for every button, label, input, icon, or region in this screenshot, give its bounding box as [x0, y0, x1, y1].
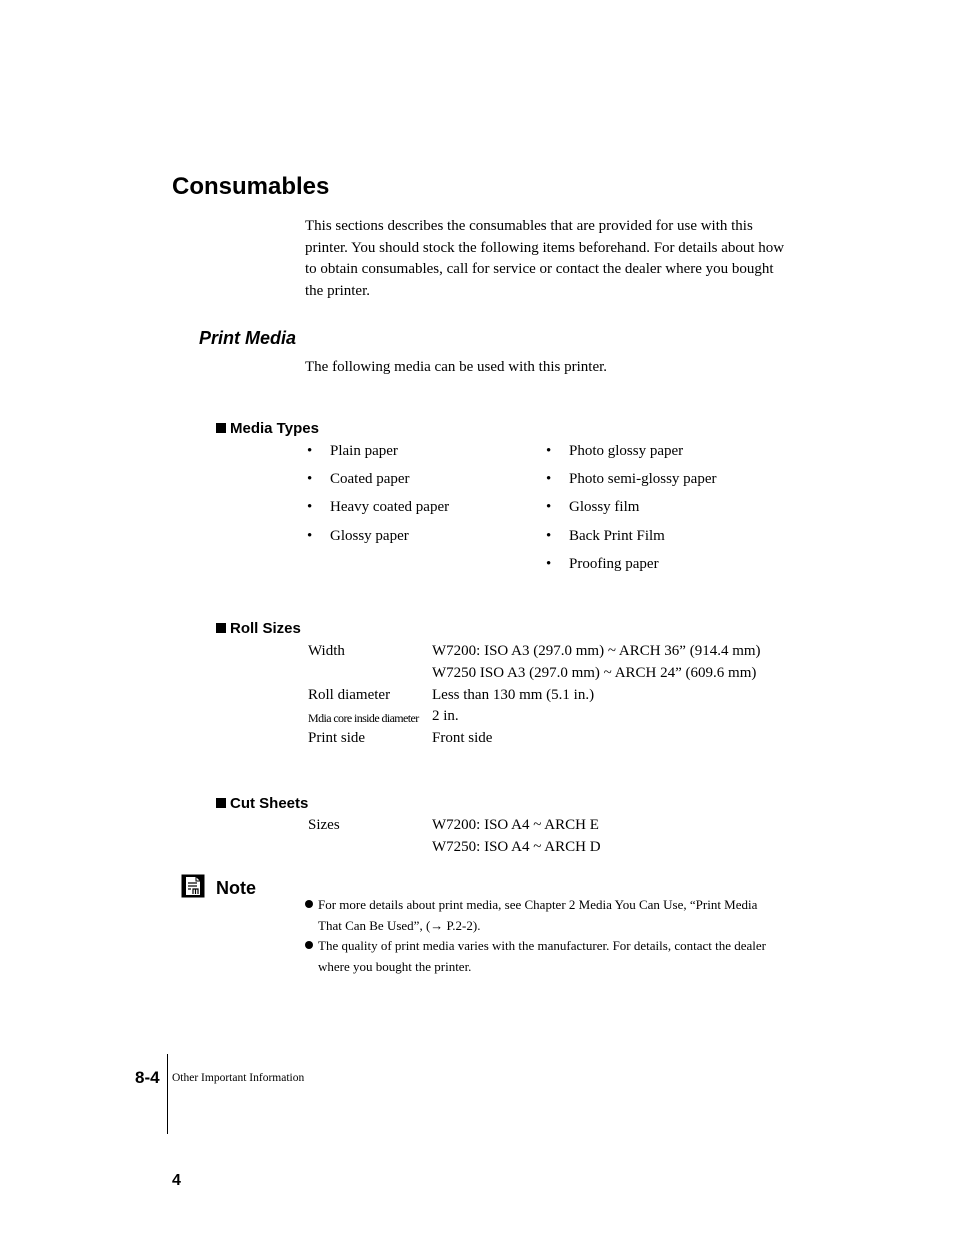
list-item: For more details about print media, see Chapter 2 Media You Can Use, “Print Media That Can Be Used”, (→ P.2-2).	[305, 895, 775, 936]
cut-sheets-heading: Cut Sheets	[216, 794, 308, 814]
note-list	[305, 895, 775, 977]
print-media-intro: The following media can be used with this printer.	[305, 359, 608, 375]
table-row: Print side Front side	[308, 730, 493, 747]
table-row: W7250: ISO A4 ~ ARCH D	[432, 838, 601, 855]
table-row: Sizes W7200: ISO A4 ~ ARCH E	[308, 817, 599, 833]
table-row: Width W7200: ISO A3 (297.0 mm) ~ ARCH 36” (914.4 mm)	[308, 643, 761, 659]
roll-sizes-heading: Roll Sizes	[216, 619, 301, 639]
page-title: Consumables	[172, 173, 330, 200]
table-row: Mdia core inside diameter 2 in.	[308, 708, 459, 726]
page-number: 4	[172, 1172, 181, 1189]
square-bullet-icon	[216, 798, 226, 808]
square-bullet-icon	[216, 423, 226, 433]
note-icon	[181, 874, 205, 898]
roll-sizes-table	[308, 641, 788, 750]
media-types-heading: Media Types	[216, 419, 319, 439]
round-bullet-icon	[305, 900, 313, 908]
square-bullet-icon	[216, 623, 226, 633]
intro-paragraph: This sections describes the consumables that are provided for use with this printer. You should stock the following items beforehand. For details about how to obtain consumables, call for service or contact the dealer where you bought the printer.	[305, 218, 785, 300]
note-label: Note	[216, 878, 256, 898]
section-number: 8-4	[135, 1068, 160, 1087]
table-row: W7250 ISO A3 (297.0 mm) ~ ARCH 24” (609.6 mm)	[432, 664, 757, 681]
print-media-heading: Print Media	[199, 328, 297, 348]
section-title: Other Important Information	[172, 1072, 305, 1084]
round-bullet-icon	[305, 941, 313, 949]
list-item: The quality of print media varies with the manufacturer. For details, contact the dealer where you bought the printer.	[305, 936, 775, 977]
footer-divider	[167, 1054, 168, 1134]
cut-sheets-table	[308, 815, 788, 859]
table-row: Roll diameter Less than 130 mm (5.1 in.)	[308, 686, 595, 703]
